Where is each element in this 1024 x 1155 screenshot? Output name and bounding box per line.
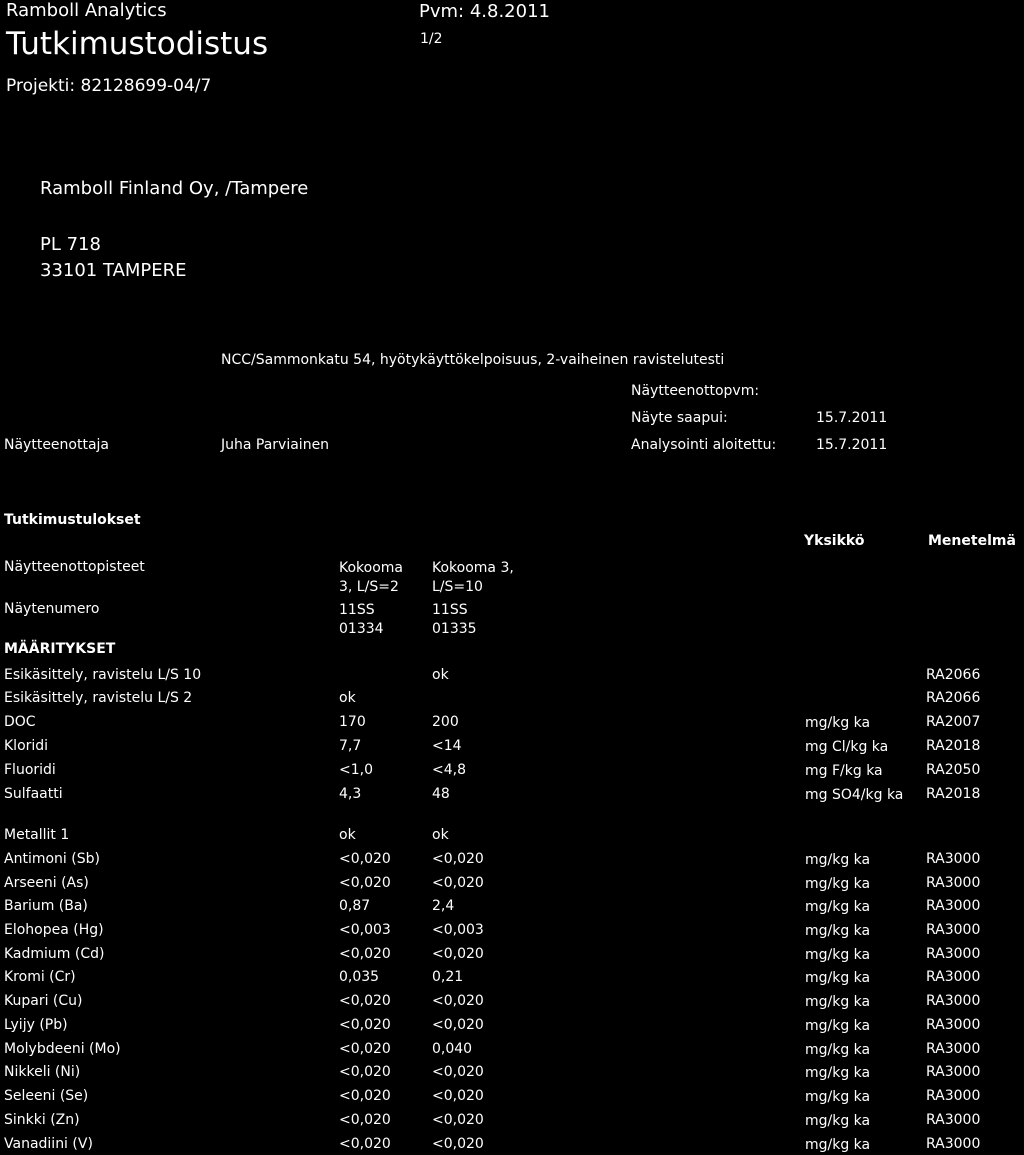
unit-header: Yksikkö [804,533,865,549]
sample-number-1: 11SS 01334 [339,602,384,637]
analyte-name: Kromi (Cr) [4,969,76,985]
unit: mg/kg ka [805,947,871,963]
method-code: RA3000 [926,1088,981,1104]
analyte-name: Barium (Ba) [4,898,88,914]
method-code: RA2066 [926,690,981,706]
value-sample-1: 0,035 [339,969,380,985]
value-sample-1: 0,87 [339,898,371,914]
value-sample-2: <0,003 [432,922,484,938]
unit: mg/kg ka [805,923,871,939]
value-sample-2: 0,040 [432,1041,473,1057]
unit: mg/kg ka [805,852,871,868]
results-title: Tutkimustulokset [4,512,141,528]
method-code: RA3000 [926,1064,981,1080]
unit: mg/kg ka [805,994,871,1010]
value-sample-2: <0,020 [432,1136,484,1152]
unit: mg/kg ka [805,1089,871,1105]
unit: mg Cl/kg ka [805,739,889,755]
sampler-value: Juha Parviainen [221,437,330,453]
value-sample-1: ok [339,690,356,706]
value-sample-2: <0,020 [432,1064,484,1080]
method-code: RA3000 [926,898,981,914]
analyte-name: Sinkki (Zn) [4,1112,80,1128]
value-sample-1: <0,020 [339,851,391,867]
method-code: RA3000 [926,875,981,891]
method-code: RA2007 [926,714,981,730]
value-sample-2: <4,8 [432,762,466,778]
analysis-label: Analysointi aloitettu: [631,437,777,453]
value-sample-1: <0,020 [339,946,391,962]
value-sample-1: 4,3 [339,786,362,802]
analyte-name: DOC [4,714,36,730]
method-code: RA2050 [926,762,981,778]
recipient-box: PL 718 [40,234,101,255]
value-sample-1: <0,020 [339,1136,391,1152]
method-code: RA3000 [926,922,981,938]
analyte-name: Kloridi [4,738,49,754]
number-label: Näytenumero [4,601,100,617]
method-code: RA2018 [926,738,981,754]
value-sample-1: <0,020 [339,1017,391,1033]
analyte-name: Nikkeli (Ni) [4,1064,81,1080]
analyte-name: Vanadiini (V) [4,1136,93,1152]
analyte-name: Esikäsittely, ravistelu L/S 10 [4,667,202,683]
value-sample-1: <0,020 [339,1088,391,1104]
value-sample-2: <0,020 [432,946,484,962]
analyte-name: Kadmium (Cd) [4,946,105,962]
unit: mg/kg ka [805,1042,871,1058]
points-label: Näytteenottopisteet [4,559,145,575]
analyte-name: Metallit 1 [4,827,70,843]
unit: mg/kg ka [805,1065,871,1081]
analyte-name: Elohopea (Hg) [4,922,104,938]
determinations-heading: MÄÄRITYKSET [4,641,116,657]
value-sample-2: <0,020 [432,1017,484,1033]
value-sample-1: <0,020 [339,1112,391,1128]
sample-point-1: Kokooma 3, L/S=2 [339,560,404,595]
value-sample-2: <0,020 [432,875,484,891]
value-sample-1: ok [339,827,356,843]
method-code: RA3000 [926,1112,981,1128]
value-sample-2: 2,4 [432,898,455,914]
method-code: RA3000 [926,969,981,985]
value-sample-2: ok [432,827,449,843]
unit: mg/kg ka [805,1137,871,1153]
value-sample-2: <0,020 [432,1088,484,1104]
unit: mg/kg ka [805,970,871,986]
value-sample-2: <0,020 [432,993,484,1009]
arrived-value: 15.7.2011 [816,410,888,426]
sample-number-2: 11SS 01335 [432,602,477,637]
arrived-label: Näyte saapui: [631,410,728,426]
value-sample-1: <0,020 [339,993,391,1009]
recipient-city: 33101 TAMPERE [40,260,187,281]
value-sample-1: <0,003 [339,922,391,938]
page-number: 1/2 [420,31,443,47]
analyte-name: Arseeni (As) [4,875,89,891]
analysis-value: 15.7.2011 [816,437,888,453]
unit: mg/kg ka [805,899,871,915]
value-sample-2: 48 [432,786,450,802]
unit: mg/kg ka [805,1113,871,1129]
method-code: RA3000 [926,1136,981,1152]
method-code: RA3000 [926,1017,981,1033]
sample-site: NCC/Sammonkatu 54, hyötykäyttökelpoisuus, 2-vaiheinen ravistelutesti [221,352,725,368]
analyte-name: Esikäsittely, ravistelu L/S 2 [4,690,193,706]
method-code: RA3000 [926,993,981,1009]
value-sample-2: <0,020 [432,851,484,867]
analyte-name: Lyijy (Pb) [4,1017,68,1033]
analyte-name: Antimoni (Sb) [4,851,100,867]
method-code: RA2066 [926,667,981,683]
value-sample-2: 200 [432,714,459,730]
value-sample-2: ok [432,667,449,683]
sample-point-2: Kokooma 3, L/S=10 [432,560,514,595]
method-code: RA3000 [926,1041,981,1057]
analyte-name: Sulfaatti [4,786,63,802]
value-sample-1: 7,7 [339,738,362,754]
analyte-name: Fluoridi [4,762,56,778]
value-sample-1: <0,020 [339,1041,391,1057]
value-sample-2: 0,21 [432,969,464,985]
analyte-name: Molybdeeni (Mo) [4,1041,121,1057]
analyte-name: Kupari (Cu) [4,993,83,1009]
unit: mg SO4/kg ka [805,787,904,803]
unit: mg F/kg ka [805,763,883,779]
document-title: Tutkimustodistus [6,26,269,62]
value-sample-1: 170 [339,714,366,730]
value-sample-1: <1,0 [339,762,373,778]
sampler-label: Näytteenottaja [4,437,110,453]
recipient-name: Ramboll Finland Oy, /Tampere [40,178,309,199]
method-code: RA2018 [926,786,981,802]
unit: mg/kg ka [805,876,871,892]
value-sample-2: <14 [432,738,462,754]
unit: mg/kg ka [805,715,871,731]
method-code: RA3000 [926,946,981,962]
document-date: Pvm: 4.8.2011 [419,1,550,22]
analyte-name: Seleeni (Se) [4,1088,89,1104]
method-code: RA3000 [926,851,981,867]
sampling-date-label: Näytteenottopvm: [631,383,760,399]
value-sample-2: <0,020 [432,1112,484,1128]
unit: mg/kg ka [805,1018,871,1034]
method-header: Menetelmä [928,533,1016,549]
value-sample-1: <0,020 [339,1064,391,1080]
value-sample-1: <0,020 [339,875,391,891]
project-number: Projekti: 82128699-04/7 [6,76,212,96]
company-name: Ramboll Analytics [6,0,167,21]
